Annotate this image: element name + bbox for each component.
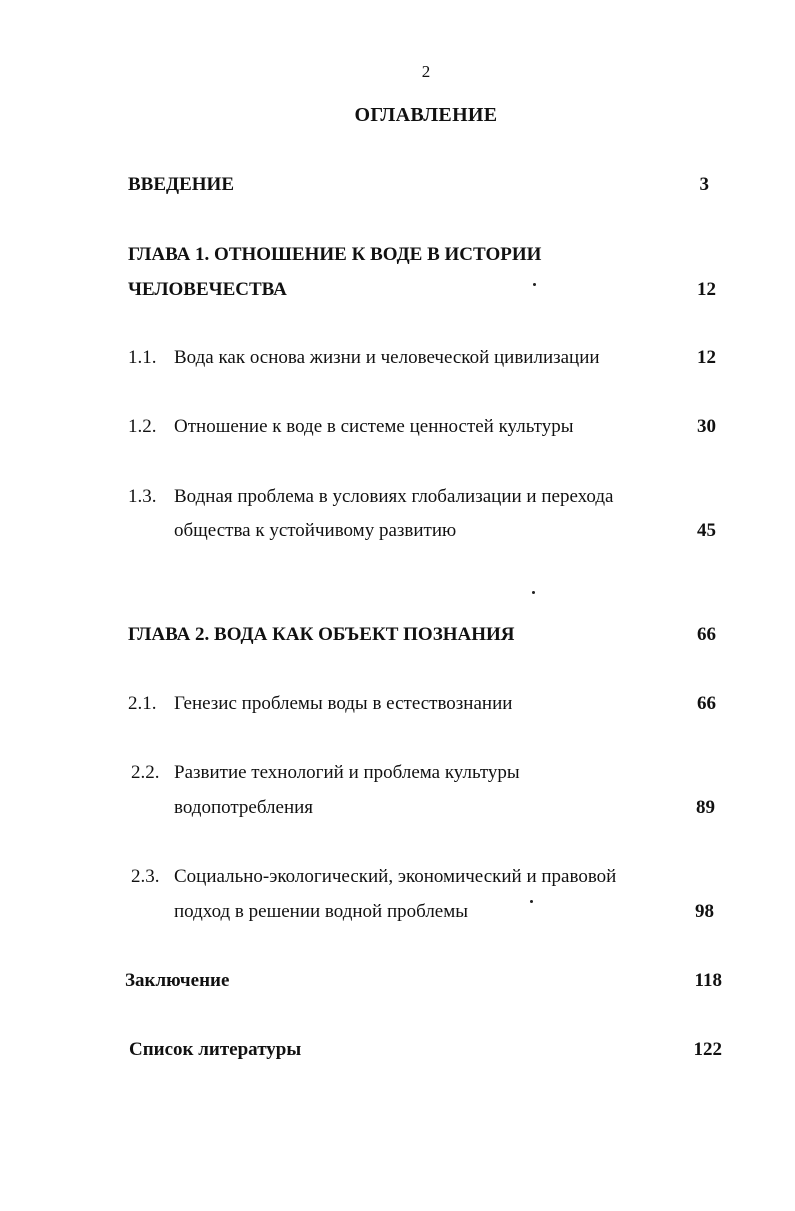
scan-speck — [533, 283, 536, 286]
toc-section-2-1: Генезис проблемы воды в естествознании — [174, 693, 513, 714]
toc-section-number: 2.2. — [131, 762, 160, 783]
toc-page-number: 122 — [693, 1039, 722, 1060]
toc-section-number: 2.1. — [128, 693, 157, 714]
toc-section-number: 1.1. — [128, 347, 157, 368]
toc-section-number: 1.2. — [128, 416, 157, 437]
toc-page-number: 66 — [697, 693, 716, 714]
toc-page-number: 12 — [697, 347, 716, 368]
toc-section-2-2-cont: водопотребления — [174, 797, 314, 818]
toc-section-2-3-cont: подход в решении водной проблемы — [174, 901, 469, 922]
page-title: ОГЛАВЛЕНИЕ — [354, 104, 498, 126]
toc-section-1-1: Вода как основа жизни и человеческой цивилизации — [174, 347, 600, 368]
toc-section-2-3: Социально-экологический, экономический и правовой — [174, 866, 617, 887]
toc-page-number: 45 — [697, 520, 716, 541]
toc-page-number: 30 — [697, 416, 716, 437]
toc-bibliography: Список литературы — [129, 1039, 302, 1060]
toc-section-number: 2.3. — [131, 866, 160, 887]
toc-chapter-1-title: ГЛАВА 1. ОТНОШЕНИЕ К ВОДЕ В ИСТОРИИ — [128, 244, 542, 265]
toc-page-number: 66 — [697, 624, 716, 645]
scan-speck — [530, 900, 533, 903]
toc-chapter-2-title: ГЛАВА 2. ВОДА КАК ОБЪЕКТ ПОЗНАНИЯ — [128, 624, 515, 645]
toc-page-number: 3 — [699, 174, 709, 195]
toc-section-2-2: Развитие технологий и проблема культуры — [174, 762, 520, 783]
toc-page-number: 118 — [694, 970, 722, 991]
toc-section-1-3-cont: общества к устойчивому развитию — [174, 520, 457, 541]
toc-section-1-3: Водная проблема в условиях глобализации и перехода — [174, 486, 614, 507]
toc-introduction: ВВЕДЕНИЕ — [128, 174, 234, 195]
toc-section-number: 1.3. — [128, 486, 157, 507]
toc-page-number: 12 — [697, 279, 716, 300]
page-number: 2 — [421, 62, 431, 81]
toc-section-1-2: Отношение к воде в системе ценностей культуры — [174, 416, 574, 437]
toc-page-number: 89 — [696, 797, 715, 818]
toc-chapter-1-title-cont: ЧЕЛОВЕЧЕСТВА — [128, 279, 287, 300]
toc-conclusion: Заключение — [125, 970, 230, 991]
scan-speck — [532, 591, 535, 594]
toc-page-number: 98 — [695, 901, 714, 922]
